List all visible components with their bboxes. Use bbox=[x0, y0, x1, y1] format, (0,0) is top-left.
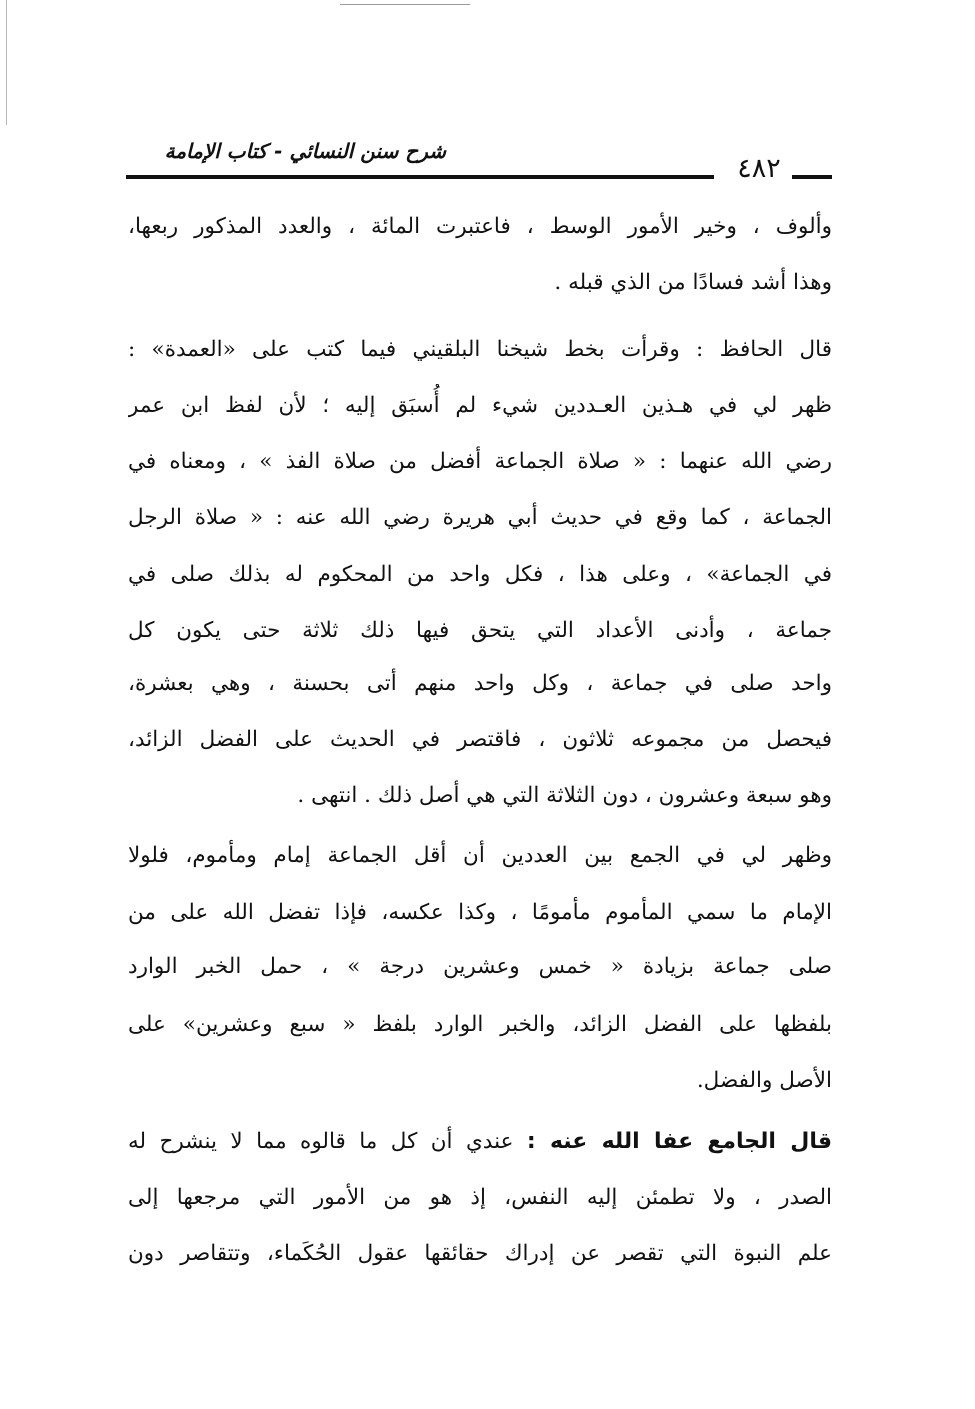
text-line-14: صلى جماعة بزيادة « خمس وعشرين درجة » ، حمل الخبر الوارد bbox=[128, 954, 832, 979]
text-line-2: وهذا أشد فسادًا من الذي قبله . bbox=[554, 270, 832, 295]
text-line-8: جماعة ، وأدنى الأعداد التي يتحق فيها ذلك ثلاثة حتى يكون كل bbox=[128, 618, 832, 643]
text-line-11: وهو سبعة وعشرون ، دون الثلاثة التي هي أصل ذلك . انتهى . bbox=[297, 783, 832, 808]
scan-left-edge bbox=[6, 0, 7, 125]
text-line-9: واحد صلى في جماعة ، وكل واحد منهم أتى بحسنة ، وهي بعشرة، bbox=[128, 671, 832, 696]
running-head-title: شرح سنن النسائي - كتاب الإمامة bbox=[164, 139, 446, 163]
author-note-line-1 bbox=[128, 1120, 832, 1164]
text-line-15: بلفظها على الفضل الزائد، والخبر الوارد بلفظ « سبع وعشرين» على bbox=[128, 1012, 832, 1037]
text-line-16: الأصل والفضل. bbox=[696, 1068, 832, 1093]
author-note-lead: قال الجامع عفا الله عنه : bbox=[526, 1129, 832, 1154]
page-number: ٤٨٢ bbox=[737, 153, 781, 184]
text-line-7: في الجماعة» ، وعلى هذا ، فكل واحد من المحكوم له بذلك صلى في bbox=[128, 562, 832, 587]
author-note-text: عندي أن كل ما قالوه مما لا ينشرح له bbox=[128, 1129, 514, 1154]
text-line-13: الإمام ما سمي المأموم مأمومًا ، وكذا عكسه، فإذا تفضل الله على من bbox=[128, 900, 832, 925]
text-line-6: الجماعة ، كما وقع في حديث أبي هريرة رضي الله عنه : « صلاة الرجل bbox=[128, 505, 832, 530]
header-rule bbox=[126, 175, 714, 179]
text-line-5: رضي الله عنهما : « صلاة الجماعة أفضل من صلاة الفذ » ، ومعناه في bbox=[128, 449, 832, 474]
text-line-4: ظهر لي في هـذين العـددين شيء لم أُسبَق إليه ؛ لأن لفظ ابن عمر bbox=[128, 393, 832, 418]
text-line-19: علم النبوة التي تقصر عن إدراك حقائقها عقول الحُكَماء، وتتقاصر دون bbox=[128, 1241, 832, 1266]
text-line-12: وظهر لي في الجمع بين العددين أن أقل الجماعة إمام ومأموم، فلولا bbox=[128, 843, 832, 868]
text-line-3: قال الحافظ : وقرأت بخط شيخنا البلقيني فيما كتب على «العمدة» : bbox=[128, 337, 832, 362]
scan-top-rule bbox=[340, 4, 470, 5]
text-line-18: الصدر ، ولا تطمئن إليه النفس، إذ هو من الأمور التي مرجعها إلى bbox=[128, 1185, 832, 1210]
header-rule-short bbox=[792, 175, 832, 179]
text-line-10: فيحصل من مجموعه ثلاثون ، فاقتصر في الحديث على الفضل الزائد، bbox=[128, 727, 832, 752]
text-line-1: وألوف ، وخير الأمور الوسط ، فاعتبرت المائة ، والعدد المذكور ربعها، bbox=[128, 214, 832, 239]
